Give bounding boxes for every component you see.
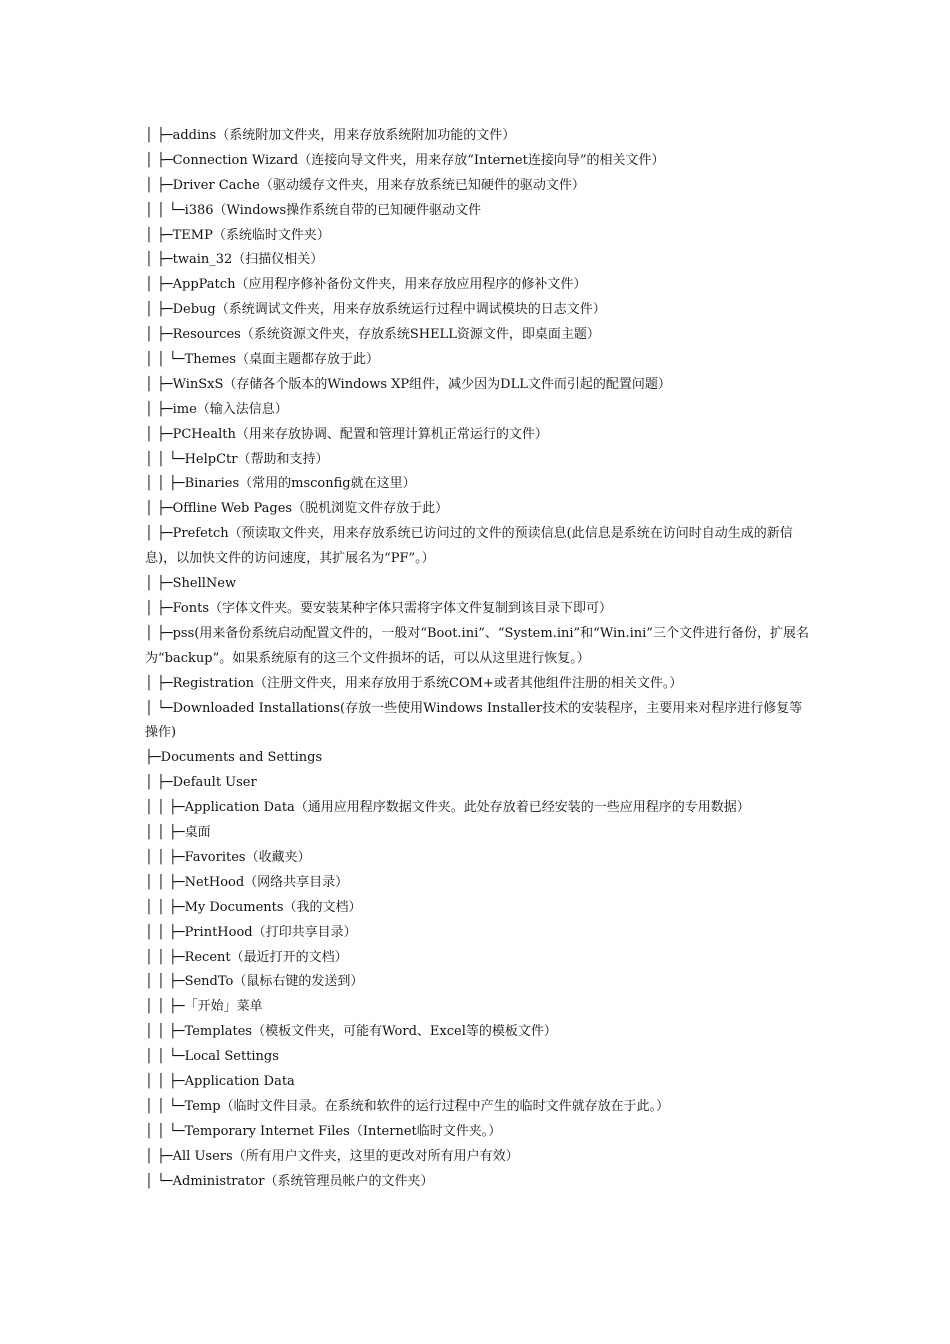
tree-line: │ │ └─Themes（桌面主题都存放于此） bbox=[145, 352, 380, 368]
tree-line: │ ├─TEMP（系统临时文件夹） bbox=[145, 227, 330, 243]
tree-line: │ │ ├─Application Data bbox=[145, 1073, 295, 1089]
tree-line: │ ├─Prefetch（预读取文件夹，用来存放系统已访问过的文件的预读信息(此信息是系统在访问时自动生成的新信息)，以加快文件的访问速度，其扩展名为“PF”。） bbox=[145, 526, 793, 567]
tree-line: │ ├─All Users（所有用户文件夹，这里的更改对所有用户有效） bbox=[145, 1148, 519, 1164]
tree-line: │ │ └─i386（Windows操作系统自带的已知硬件驱动文件 bbox=[145, 202, 482, 218]
tree-line: │ │ ├─Templates（模板文件夹，可能有Word、Excel等的模板文件） bbox=[145, 1024, 557, 1040]
tree-line: │ ├─ShellNew bbox=[145, 576, 237, 592]
tree-line: │ │ ├─My Documents（我的文档） bbox=[145, 899, 362, 915]
tree-line: │ │ ├─Favorites（收藏夹） bbox=[145, 849, 311, 865]
tree-line: │ ├─Driver Cache（驱动缓存文件夹，用来存放系统已知硬件的驱动文件） bbox=[145, 177, 585, 193]
tree-line: │ ├─Connection Wizard（连接向导文件夹，用来存放“Internet连接向导”的相关文件） bbox=[145, 152, 665, 168]
tree-line: │ └─Administrator（系统管理员帐户的文件夹） bbox=[145, 1173, 434, 1189]
tree-line: │ │ └─HelpCtr（帮助和支持） bbox=[145, 451, 329, 467]
tree-line: │ ├─addins（系统附加文件夹，用来存放系统附加功能的文件） bbox=[145, 128, 516, 143]
tree-line: │ │ ├─NetHood（网络共享目录） bbox=[145, 874, 349, 890]
tree-line: │ │ ├─Application Data（通用应用程序数据文件夹。此处存放着已经安装的一些应用程序的专用数据） bbox=[145, 800, 750, 816]
directory-tree-text bbox=[145, 124, 810, 1194]
tree-line: │ │ ├─Binaries（常用的msconfig就在这里） bbox=[145, 476, 416, 492]
tree-line: │ ├─Debug（系统调试文件夹，用来存放系统运行过程中调试模块的日志文件） bbox=[145, 302, 606, 318]
tree-line: │ │ └─Temp（临时文件目录。在系统和软件的运行过程中产生的临时文件就存放在于此。） bbox=[145, 1098, 670, 1114]
tree-line: ├─Documents and Settings bbox=[145, 750, 323, 766]
tree-line: │ ├─AppPatch（应用程序修补备份文件夹，用来存放应用程序的修补文件） bbox=[145, 277, 587, 293]
tree-line: │ ├─Resources（系统资源文件夹，存放系统SHELL资源文件，即桌面主题） bbox=[145, 327, 600, 343]
tree-line: │ ├─WinSxS（存储各个版本的Windows XP组件，减少因为DLL文件而引起的配置问题） bbox=[145, 376, 671, 392]
tree-line: │ │ ├─Recent（最近打开的文档） bbox=[145, 949, 348, 965]
tree-line: │ ├─PCHealth（用来存放协调、配置和管理计算机正常运行的文件） bbox=[145, 426, 548, 442]
tree-line: │ │ ├─桌面 bbox=[145, 825, 211, 841]
tree-line: │ ├─twain_32（扫描仪相关） bbox=[145, 252, 324, 268]
tree-line: │ ├─pss(用来备份系统启动配置文件的，一般对“Boot.ini”、“System.ini”和“Win.ini”三个文件进行备份，扩展名为“backup”。如果系统原有的这三个文件损坏的话，可以从这里进行恢复。） bbox=[145, 625, 809, 666]
tree-line: │ │ ├─「开始」菜单 bbox=[145, 999, 263, 1015]
tree-line: │ │ ├─PrintHood（打印共享目录） bbox=[145, 924, 357, 940]
tree-line: │ │ └─Local Settings bbox=[145, 1049, 279, 1065]
tree-line: │ ├─Default User bbox=[145, 775, 257, 791]
tree-line: │ │ └─Temporary Internet Files（Internet临时文件夹。） bbox=[145, 1123, 502, 1139]
tree-line: │ │ ├─SendTo（鼠标右键的发送到） bbox=[145, 974, 364, 990]
tree-line: │ ├─Offline Web Pages（脱机浏览文件存放于此） bbox=[145, 501, 449, 517]
tree-line: │ └─Downloaded Installations(存放一些使用Windows Installer技术的安装程序，主要用来对程序进行修复等操作) bbox=[145, 700, 803, 741]
tree-line: │ ├─ime（输入法信息） bbox=[145, 401, 288, 417]
tree-line: │ ├─Registration（注册文件夹，用来存放用于系统COM+或者其他组件注册的相关文件。） bbox=[145, 675, 683, 691]
tree-line: │ ├─Fonts（字体文件夹。要安装某种字体只需将字体文件复制到该目录下即可） bbox=[145, 600, 613, 616]
